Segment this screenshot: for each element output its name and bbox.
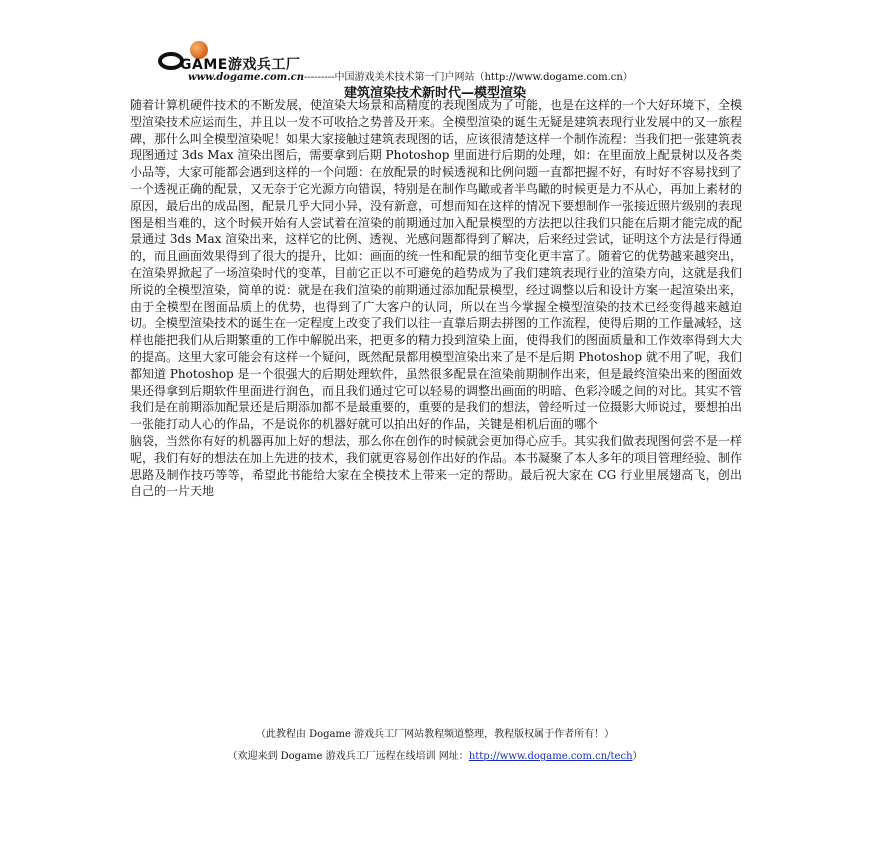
- tagline-text: ---------中国游戏美术技术第一门户网站（http://www.dogame.com.cn）: [304, 72, 633, 83]
- site-tagline: [188, 68, 633, 83]
- copyright-note: （此教程由 Dogame 游戏兵工厂网站教程频道整理，教程版权属于作者所有！）: [255, 729, 615, 740]
- logo-text: GAME游戏兵工厂: [180, 57, 301, 73]
- tech-link[interactable]: http://www.dogame.com.cn/tech: [468, 751, 633, 762]
- training-note-prefix: （欢迎来到 Dogame 游戏兵工厂远程在线培训 网址：: [227, 751, 469, 762]
- article-title: 建筑渲染技术新时代—模型渲染: [343, 86, 526, 101]
- paragraph-2: 脑袋，当然你有好的机器再加上好的想法，那么你在创作的时候就会更加得心应手。其实我们做表现图何尝不是一样呢，我们有好的想法在加上先进的技术，我们就更容易创作出好的作品。本书凝聚了本人多年的项目管理经验、制作思路及制作技巧等等，希望此书能给大家在全模技术上带来一定的帮助。最后祝大家在 CG 行业里展翅高飞，创出自己的一片天地: [130, 433, 743, 499]
- paragraph-1: 随着计算机硬件技术的不断发展，使渲染大场景和高精度的表现图成为了可能，也是在这样的一个大好环境下，全模型渲染技术应运而生，并且以一发不可收拾之势普及开来。全模型渲染的诞生无疑是建筑表现行业发展中的又一旅程碑，那什么叫全模型渲染呢！如果大家接触过建筑表现图的话，应该很清楚这样一个制作流程：当我们把一张建筑表现图通过 3ds Max 渲染出图后，需要拿到后期 Photoshop 里面进行后期的处理，如：在里面放上配景树以及各类小品等，大家可能都会遇到这样的一个问题：在放配景的时候透视和比例问题一直都把握不好，有时好不容易找到了一个透视正确的配景，又无奈于它光源方向错误，特别是在制作鸟瞰或者半鸟瞰的时候更是力不从心，再加上素材的原因，最后出的成品图，配景几乎大同小异，没有新意，可想而知在这样的情况下要想制作一张接近照片级别的表现图是相当难的，这个时候开始有人尝试着在渲染的前期通过加入配景模型的方法把以往我们只能在后期才能完成的配景通过 3ds Max 渲染出来，这样它的比例、透视、光感问题都得到了解决，后来经过尝试，证明这个方法是行得通的，而且画面效果得到了很大的提升，比如：画面的统一性和配景的细节变化更丰富了。随着它的优势越来越突出，在渲染界掀起了一场渲染时代的变革，目前它正以不可避免的趋势成为了我们建筑表现行业的渲染方向，这就是我们所说的全模型渲染，简单的说：就是在我们渲染的前期通过添加配景模型，经过调整以后和设计方案一起渲染出来，由于全模型在图面品质上的优势，也得到了广大客户的认同，所以在当今掌握全模型渲染的技术已经变得越来越迫切。全模型渲染技术的诞生在一定程度上改变了我们以往一直靠后期去拼图的工作流程，使得后期的工作量减轻，这样也能把我们从后期繁重的工作中解脱出来，把更多的精力投到渲染上面，使得我们的图面质量和工作效率得到大大的提高。这里大家可能会有这样一个疑问，既然配景都用模型渲染出来了是不是后期 Photoshop 就不用了呢，我们都知道 Photoshop 是一个很强大的后期处理软件，虽然很多配景在渲染前期制作出来，但是最终渲染出来的图面效果还得拿到后期软件里面进行润色，而且我们通过它可以轻易的调整出画面的明暗、色彩冷暖之间的对比。其实不管我们是在前期添加配景还是后期添加都不是最重要的，重要的是我们的想法，曾经听过一位摄影大师说过，要想拍出一张能打动人心的作品，不是说你的机器好就可以拍出好的作品，关键是相机后面的哪个: [130, 98, 743, 432]
- site-header: [150, 38, 850, 84]
- training-note-suffix: ）: [632, 751, 643, 762]
- article-body: [130, 97, 742, 500]
- tagline-url[interactable]: www.dogame.com.cn: [188, 72, 305, 83]
- training-note: [0, 747, 870, 762]
